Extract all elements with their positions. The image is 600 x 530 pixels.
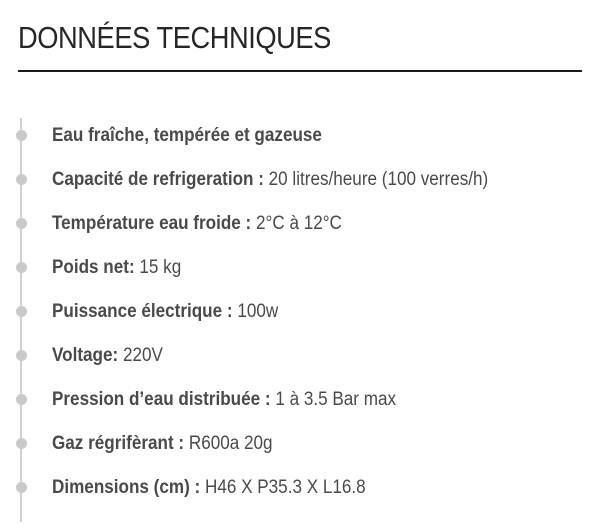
spec-label: Gaz régrifèrant : <box>52 433 189 454</box>
spec-text <box>52 158 488 202</box>
spec-item-power <box>0 290 600 334</box>
spec-label: Température eau froide : <box>52 213 256 234</box>
bullet-dot-icon <box>16 394 27 405</box>
spec-item-dimensions <box>0 466 600 510</box>
spec-value: 2°C à 12°C <box>255 213 342 234</box>
spec-text <box>52 290 278 334</box>
spec-label: Poids net: <box>52 257 140 278</box>
spec-value: 15 kg <box>139 257 182 278</box>
spec-text <box>52 466 366 510</box>
spec-label: Dimensions (cm) : <box>52 477 205 498</box>
spec-value: 20 litres/heure (100 verres/h) <box>268 169 489 190</box>
spec-item-voltage <box>0 334 600 378</box>
bullet-dot-icon <box>16 218 27 229</box>
spec-value: 220V <box>122 345 163 366</box>
bullet-dot-icon <box>16 482 27 493</box>
spec-text <box>52 246 181 290</box>
spec-label: Capacité de refrigeration : <box>52 169 269 190</box>
spec-item-water-pressure <box>0 378 600 422</box>
spec-value: R600a 20g <box>188 433 273 454</box>
spec-value: 100w <box>237 301 279 322</box>
bullet-dot-icon <box>16 438 27 449</box>
bullet-dot-icon <box>16 130 27 141</box>
spec-value: H46 X P35.3 X L16.8 <box>204 477 366 498</box>
spec-text <box>52 378 396 422</box>
spec-item-net-weight <box>0 246 600 290</box>
spec-label: Voltage: <box>52 345 123 366</box>
spec-text <box>52 422 273 466</box>
spec-item-cold-water-temperature <box>0 202 600 246</box>
bullet-dot-icon <box>16 262 27 273</box>
spec-item-water-types <box>0 114 600 158</box>
spec-label: Eau fraîche, tempérée et gazeuse <box>52 125 322 146</box>
spec-item-refrigerant-gas <box>0 422 600 466</box>
spec-label: Pression d’eau distribuée : <box>52 389 276 410</box>
title-divider <box>18 70 582 72</box>
spec-text <box>52 334 163 378</box>
spec-item-cooling-capacity <box>0 158 600 202</box>
bullet-dot-icon <box>16 306 27 317</box>
spec-text <box>52 202 342 246</box>
spec-label: Puissance électrique : <box>52 301 238 322</box>
spec-value: 1 à 3.5 Bar max <box>275 389 397 410</box>
bullet-dot-icon <box>16 174 27 185</box>
bullet-dot-icon <box>16 350 27 361</box>
spec-text <box>52 114 322 158</box>
page-title: DONNÉES TECHNIQUES <box>18 20 331 55</box>
